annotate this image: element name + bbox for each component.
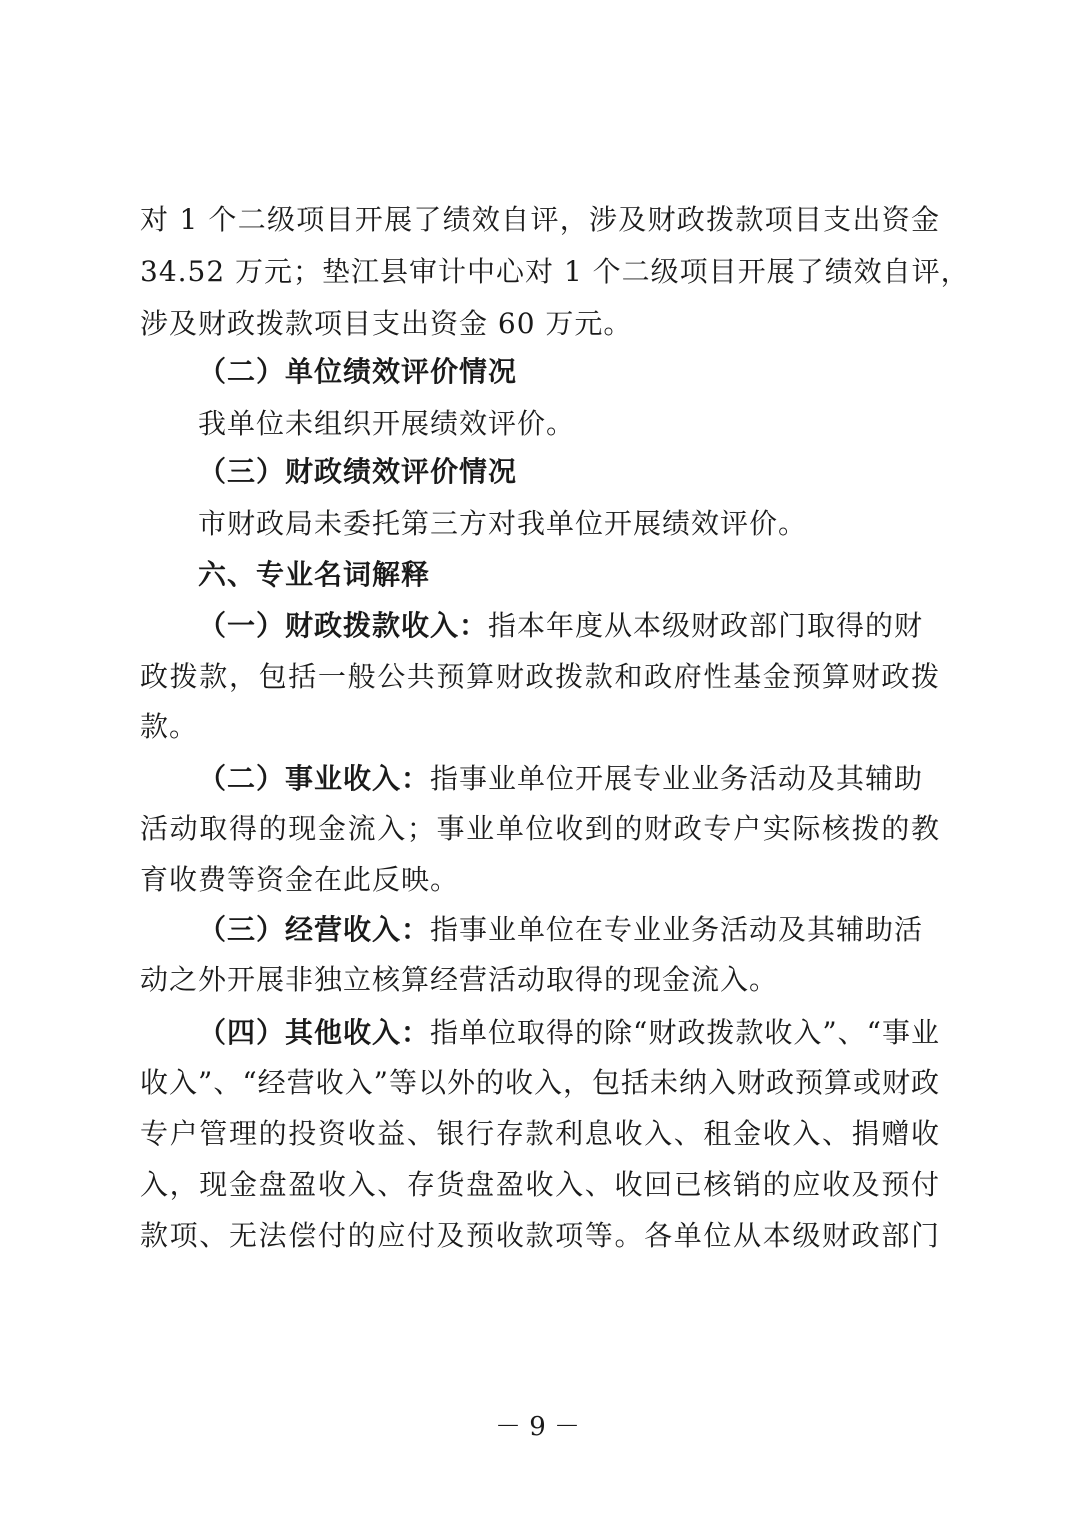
term-paragraph-first-line [198,762,940,796]
term-paragraph-first-line [198,913,940,947]
body-text-line: 款项、无法偿付的应付及预收款项等。各单位从本级财政部门 [140,1219,940,1252]
body-text-line: 育收费等资金在此反映。 [140,863,460,896]
body-text-line: 34.52 万元；垫江县审计中心对 1 个二级项目开展了绩效自评， [140,255,970,288]
body-text-line: 活动取得的现金流入；事业单位收到的财政专户实际核拨的教 [140,812,940,845]
body-text-line: 市财政局未委托第三方对我单位开展绩效评价。 [198,507,808,540]
term-definition: 指事业单位开展专业业务活动及其辅助 [430,762,924,795]
term-paragraph-first-line [198,1016,940,1050]
body-text-line: 款。 [140,710,199,743]
body-text-line: 我单位未组织开展绩效评价。 [198,407,576,440]
body-text-line: 动之外开展非独立核算经营活动取得的现金流入。 [140,963,779,996]
body-text-line: 入，现金盘盈收入、存货盘盈收入、收回已核销的应收及预付 [140,1168,940,1201]
term-definition: 指单位取得的除“财政拨款收入”、“事业 [430,1016,940,1049]
body-text-line: 专户管理的投资收益、银行存款利息收入、租金收入、捐赠收 [140,1117,940,1150]
term-label: （二）事业收入： [198,762,431,795]
term-paragraph-first-line [198,609,940,643]
term-label: （四）其他收入： [198,1016,431,1049]
subheading-fiscal-evaluation: （三）财政绩效评价情况 [198,455,518,488]
body-text-line: 对 1 个二级项目开展了绩效自评，涉及财政拨款项目支出资金 [140,203,940,236]
term-definition: 指事业单位在专业业务活动及其辅助活 [430,913,924,946]
term-label: （三）经营收入： [198,913,431,946]
subheading-unit-evaluation: （二）单位绩效评价情况 [198,355,518,388]
body-text-line: 涉及财政拨款项目支出资金 60 万元。 [140,307,633,340]
body-text-line: 收入”、“经营收入”等以外的收入，包括未纳入财政预算或财政 [140,1066,940,1099]
term-label: （一）财政拨款收入： [198,609,489,642]
section-heading-terms: 六、专业名词解释 [198,558,431,591]
body-text-line: 政拨款，包括一般公共预算财政拨款和政府性基金预算财政拨 [140,660,940,693]
page-number: － 9 － [494,1412,581,1442]
term-definition: 指本年度从本级财政部门取得的财 [488,609,924,642]
